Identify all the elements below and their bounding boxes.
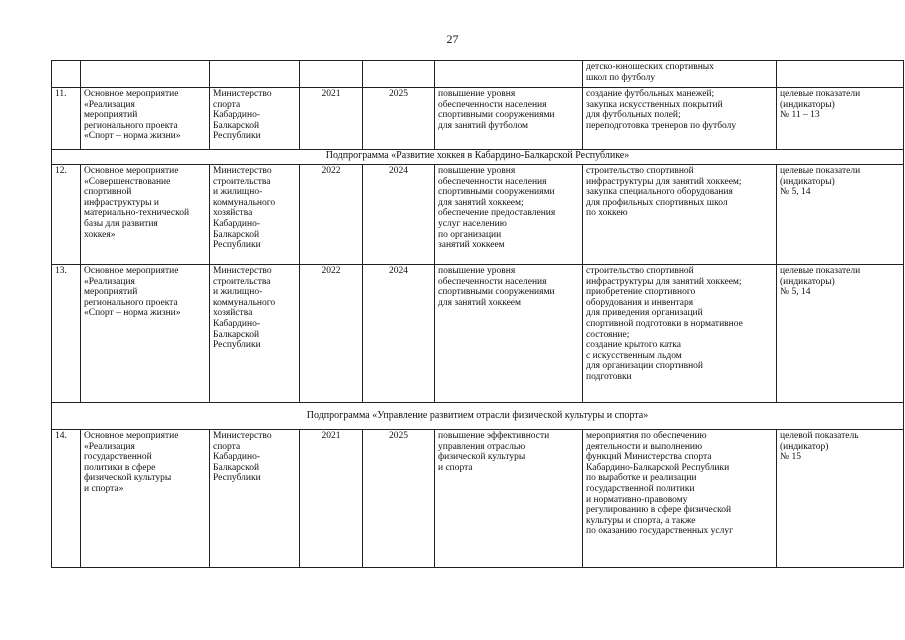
cell-actions: строительство спортивной инфраструктуры для занятий хоккеем; приобретение спортивного оборудования и инвентаря для приведения организаций спортивной подготовки в нормативное состояние; создание крытого катка с искусственным льдом для организации спортивной подготовки xyxy=(583,265,777,403)
table-row-continuation xyxy=(52,61,904,88)
cell-exec xyxy=(210,61,300,88)
cell-end: 2025 xyxy=(363,430,435,568)
cell-result xyxy=(435,61,583,88)
table-row xyxy=(52,265,904,403)
cell-end xyxy=(363,61,435,88)
cell-indicator: целевые показатели (индикаторы) № 11 – 13 xyxy=(777,88,904,150)
cell-num: 13. xyxy=(52,265,81,403)
cell-actions: мероприятия по обеспечению деятельности и выполнению функций Министерства спорта Кабардино-Балкарской Республики по выработке и реализации государственной политики и нормативно-правовому регулированию в сфере физической культуры и спорта, а также по оказанию государственных услуг xyxy=(583,430,777,568)
table-row xyxy=(52,88,904,150)
cell-actions: создание футбольных манежей; закупка искусственных покрытий для футбольных полей; переподготовка тренеров по футболу xyxy=(583,88,777,150)
cell-start: 2022 xyxy=(300,265,363,403)
cell-name: Основное мероприятие «Реализация государственной политики в сфере физической культуры и спорта» xyxy=(81,430,210,568)
cell-name: Основное мероприятие «Реализация мероприятий регионального проекта «Спорт – норма жизни» xyxy=(81,265,210,403)
table-row xyxy=(52,165,904,265)
cell-num xyxy=(52,61,81,88)
subprogram-row xyxy=(52,150,904,165)
cell-exec: Министерство спорта Кабардино- Балкарской Республики xyxy=(210,430,300,568)
cell-actions: детско-юношеских спортивных школ по футболу xyxy=(583,61,777,88)
program-table xyxy=(51,60,904,568)
cell-start: 2021 xyxy=(300,88,363,150)
table-row xyxy=(52,430,904,568)
cell-start: 2021 xyxy=(300,430,363,568)
cell-indicator: целевые показатели (индикаторы) № 5, 14 xyxy=(777,265,904,403)
cell-indicator: целевые показатели (индикаторы) № 5, 14 xyxy=(777,165,904,265)
page-number: 27 xyxy=(446,32,459,46)
cell-start: 2022 xyxy=(300,165,363,265)
cell-end: 2025 xyxy=(363,88,435,150)
cell-num: 12. xyxy=(52,165,81,265)
subprogram-row xyxy=(52,403,904,430)
cell-indicator xyxy=(777,61,904,88)
cell-name: Основное мероприятие «Совершенствование спортивной инфраструктуры и материально-технической базы для развития хоккея» xyxy=(81,165,210,265)
cell-name: Основное мероприятие «Реализация мероприятий регионального проекта «Спорт – норма жизни» xyxy=(81,88,210,150)
cell-end: 2024 xyxy=(363,265,435,403)
subprogram-title: Подпрограмма «Развитие хоккея в Кабардино-Балкарской Республике» xyxy=(52,150,904,165)
cell-num: 14. xyxy=(52,430,81,568)
cell-exec: Министерство строительства и жилищно- коммунального хозяйства Кабардино- Балкарской Республики xyxy=(210,165,300,265)
subprogram-title: Подпрограмма «Управление развитием отрасли физической культуры и спорта» xyxy=(52,403,904,430)
cell-name xyxy=(81,61,210,88)
cell-result: повышение эффективности управления отраслью физической культуры и спорта xyxy=(435,430,583,568)
cell-result: повышение уровня обеспеченности населения спортивными сооружениями для занятий футболом xyxy=(435,88,583,150)
cell-end: 2024 xyxy=(363,165,435,265)
cell-start xyxy=(300,61,363,88)
cell-num: 11. xyxy=(52,88,81,150)
cell-actions: строительство спортивной инфраструктуры для занятий хоккеем; закупка специального оборудования для профильных спортивных школ по хоккею xyxy=(583,165,777,265)
cell-exec: Министерство строительства и жилищно- коммунального хозяйства Кабардино- Балкарской Республики xyxy=(210,265,300,403)
cell-result: повышение уровня обеспеченности населения спортивными сооружениями для занятий хоккеем; обеспечение предоставления услуг населению по организации занятий хоккеем xyxy=(435,165,583,265)
cell-result: повышение уровня обеспеченности населения спортивными сооружениями для занятий хоккеем xyxy=(435,265,583,403)
cell-exec: Министерство спорта Кабардино- Балкарской Республики xyxy=(210,88,300,150)
cell-indicator: целевой показатель (индикатор) № 15 xyxy=(777,430,904,568)
